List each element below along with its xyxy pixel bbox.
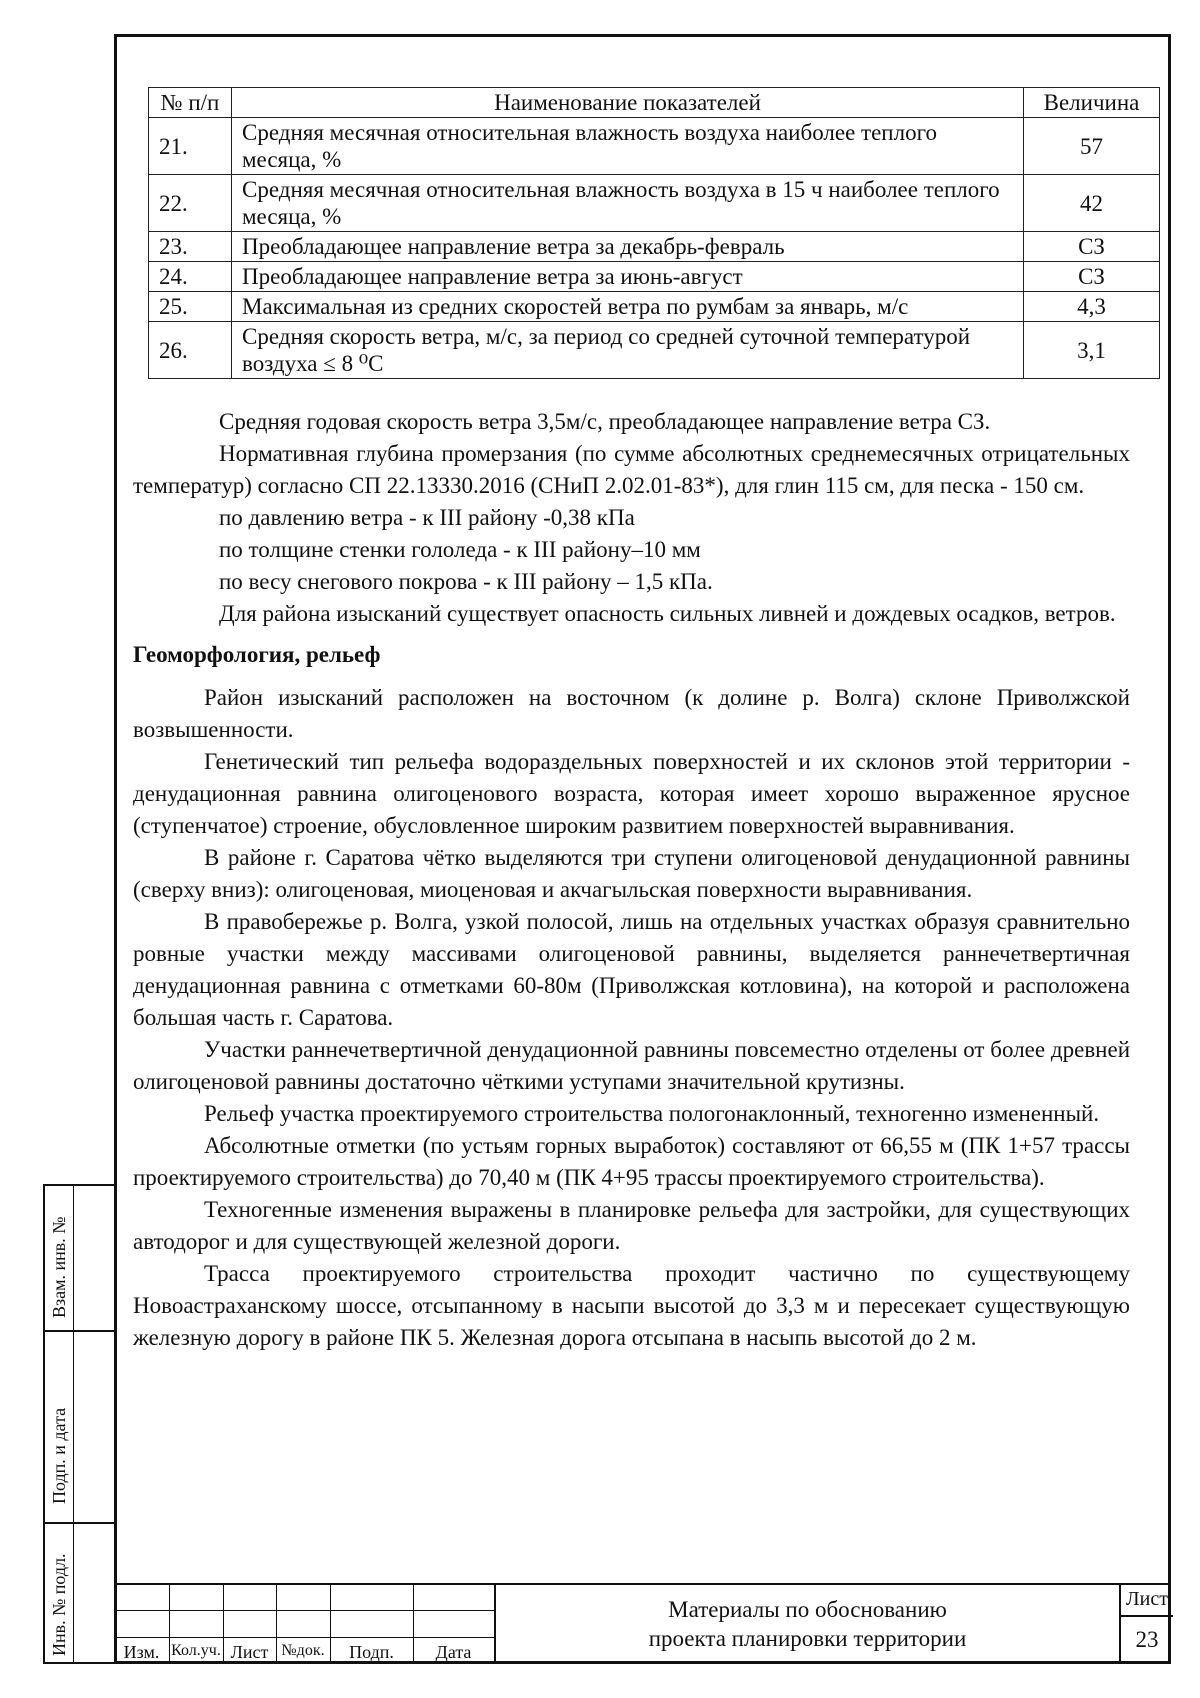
paragraph: Генетический тип рельефа водораздельных поверхностей и их склонов этой территории - денудационная равнина олигоценового возраста, которая имеет хорошо выраженное ярусное (ступенчатое) строение, обусловленное широким развитием поверхностей выравнивания. [133,749,1130,838]
paragraph: по давлению ветра - к III району -0,38 кПа [219,505,635,530]
row-name: Средняя скорость ветра, м/с, за период со средней суточной температурой воздуха ≤ 8 ⁰С [232,322,1024,379]
column-header-value: Величина [1024,88,1160,118]
table-row [149,175,1160,232]
row-name: Максимальная из средних скоростей ветра по румбам за январь, м/с [232,292,1024,322]
row-number: 21. [149,118,232,175]
column-header-number: № п/п [149,88,232,118]
title-line-2: проекта планировки территории [648,1626,967,1651]
indicators-table [148,87,1160,379]
row-name: Средняя месячная относительная влажность воздуха в 15 ч наиболее теплого месяца, % [232,175,1024,232]
table-row [149,232,1160,262]
revision-grid [114,1583,494,1664]
table-row [149,292,1160,322]
paragraph: Для района изысканий существует опасность сильных ливней и дождевых осадков, ветров. [219,601,1116,626]
row-number: 22. [149,175,232,232]
table-row [149,118,1160,175]
paragraph: Нормативная глубина промерзания (по сумме абсолютных среднемесячных отрицательных температур) согласно СП 22.13330.2016 (СНиП 2.02.01-83*), для глин 115 см, для песка - 150 см. [133,441,1130,498]
paragraph: по весу снегового покрова - к III району – 1,5 кПа. [219,569,713,594]
side-label-podp: Подп. и дата [49,1407,69,1504]
section-heading: Геоморфология, рельеф [133,642,381,667]
paragraph: Рельеф участка проектируемого строительства пологонаклонный, техногенно измененный. [204,1101,1100,1126]
table-header-row [149,88,1160,118]
document-body [133,406,1130,1354]
header-koluch: Кол.уч. [171,1642,221,1659]
row-value: 42 [1024,175,1160,232]
paragraph: Техногенные изменения выражены в планировке рельефа для застройки, для существующих автодорог и для существующей железной дороги. [133,1197,1130,1254]
row-name: Преобладающее направление ветра за июнь-август [232,262,1024,292]
sheet-cell [1119,1583,1173,1664]
document-title [494,1583,1119,1664]
table-row [149,262,1160,292]
side-label-vzam: Взам. инв. № [49,1216,69,1318]
column-header-name: Наименование показателей [232,88,1024,118]
paragraph: по толщине стенки гололеда - к III району–10 мм [219,537,701,562]
row-value: СЗ [1024,232,1160,262]
paragraph: Участки раннечетвертичной денудационной равнины повсеместно отделены от более древней олигоценовой равнины достаточно чёткими уступами значительной крутизны. [133,1037,1130,1094]
header-list: Лист [230,1642,269,1662]
row-number: 26. [149,322,232,379]
header-ndok: №док. [281,1642,325,1659]
paragraph: В районе г. Саратова чётко выделяются три ступени олигоценовой денудационной равнины (сверху вниз): олигоценовая, миоценовая и акчагыльская поверхности выравнивания. [133,845,1130,902]
title-block [114,1583,1171,1664]
sheet-number: 23 [1135,1627,1159,1652]
table-row [149,322,1160,379]
row-value: 3,1 [1024,322,1160,379]
paragraph: Район изысканий расположен на восточном (к долине р. Волга) склоне Приволжской возвышенности. [133,685,1130,742]
row-value: СЗ [1024,262,1160,292]
row-number: 23. [149,232,232,262]
header-izm: Изм. [123,1642,160,1662]
row-number: 25. [149,292,232,322]
row-value: 4,3 [1024,292,1160,322]
sheet-label: Лист [1121,1583,1173,1617]
row-name: Средняя месячная относительная влажность воздуха наиболее теплого месяца, % [232,118,1024,175]
row-number: 24. [149,262,232,292]
paragraph: Абсолютные отметки (по устьям горных выработок) составляют от 66,55 м (ПК 1+57 трассы проектируемого строительства) до 70,40 м (ПК 4+95 трассы проектируемого строительства). [133,1133,1130,1190]
side-label-inv: Инв. № подл. [49,1553,69,1656]
title-line-1: Материалы по обоснованию [668,1597,947,1622]
row-name: Преобладающее направление ветра за декабрь-февраль [232,232,1024,262]
paragraph: Трасса проектируемого строительства проходит частично по существующему Новоастраханскому шоссе, отсыпанному в насыпи высотой до 3,3 м и пересекает существующую железную дорогу в районе ПК 5. Железная дорога отсыпана в насыпь высотой до 2 м. [133,1261,1130,1350]
row-value: 57 [1024,118,1160,175]
header-podp: Подп. [349,1642,394,1662]
paragraph: В правобережье р. Волга, узкой полосой, лишь на отдельных участках образуя сравнительно ровные участки между массивами олигоценовой равнины, выделяется раннечетвертичная денудационная равнина с отметками 60-80м (Приволжская котловина), на которой и расположена большая часть г. Саратова. [133,909,1130,1030]
side-stamp [43,1184,114,1664]
paragraph: Средняя годовая скорость ветра 3,5м/с, преобладающее направление ветра СЗ. [219,409,991,434]
header-data: Дата [435,1642,472,1662]
